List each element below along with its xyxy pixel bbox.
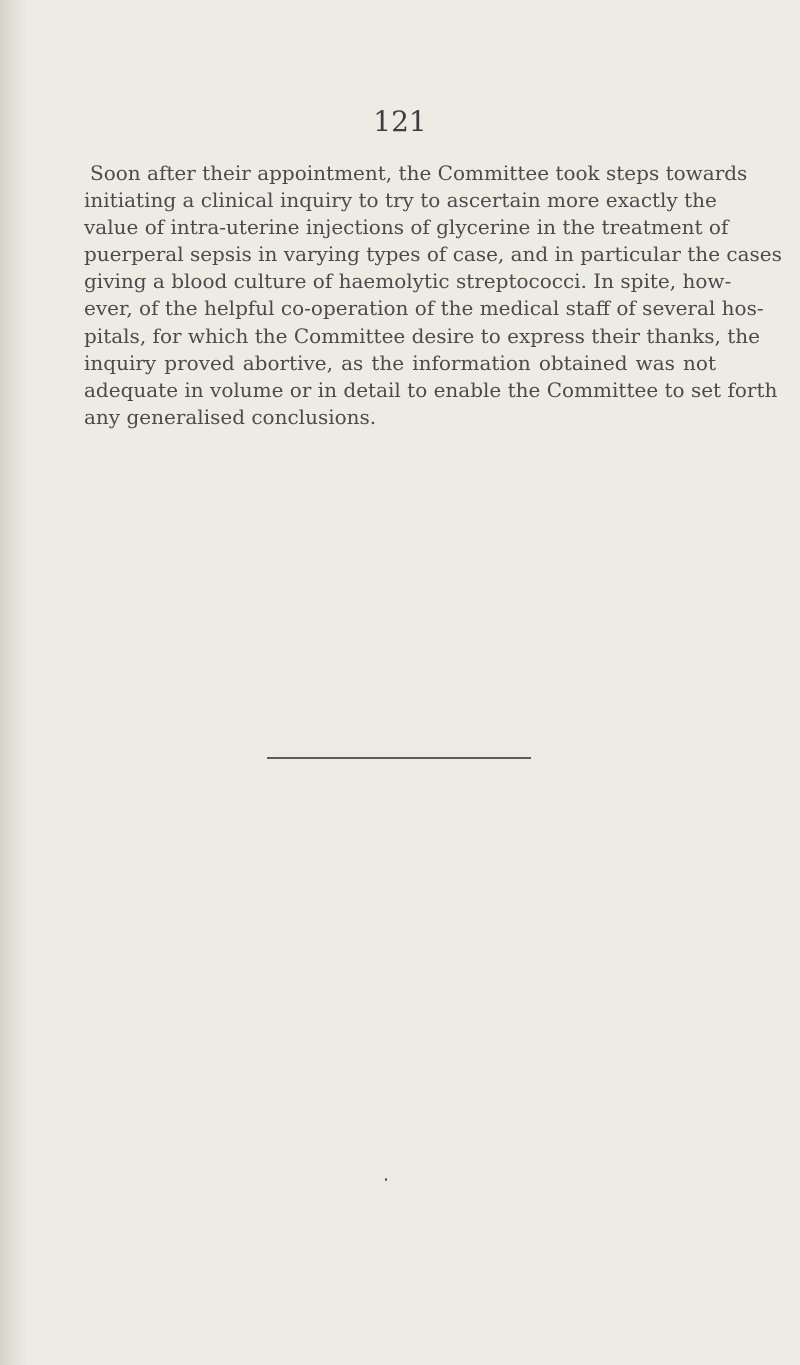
paragraph-line: inquiry proved abortive, as the information obtained was not [84,350,716,375]
paragraph-line: value of intra-uterine injections of glycerine in the treatment of [84,215,729,240]
paragraph-line: Soon after their appointment, the Committee took steps towards [90,161,748,185]
paragraph-line: ever, of the helpful co-operation of the medical staff of several hos- [84,296,764,321]
paragraph-line: initiating a clinical inquiry to try to ascertain more exactly the [84,188,717,213]
paragraph-line: any generalised conclusions. [84,404,377,429]
paragraph-line: pitals, for which the Committee desire to express their thanks, the [84,323,760,348]
paragraph-line: puerperal sepsis in varying types of case, and in particular the cases [84,242,782,267]
section-divider-rule [267,757,531,759]
body-paragraph [84,160,782,431]
page-edge-shadow [0,0,28,1365]
paragraph-line: giving a blood culture of haemolytic streptococci. In spite, how- [84,269,732,294]
page-number: 121 [373,105,427,138]
print-speck [385,1178,387,1181]
paragraph-line: adequate in volume or in detail to enable the Committee to set forth [84,377,778,402]
